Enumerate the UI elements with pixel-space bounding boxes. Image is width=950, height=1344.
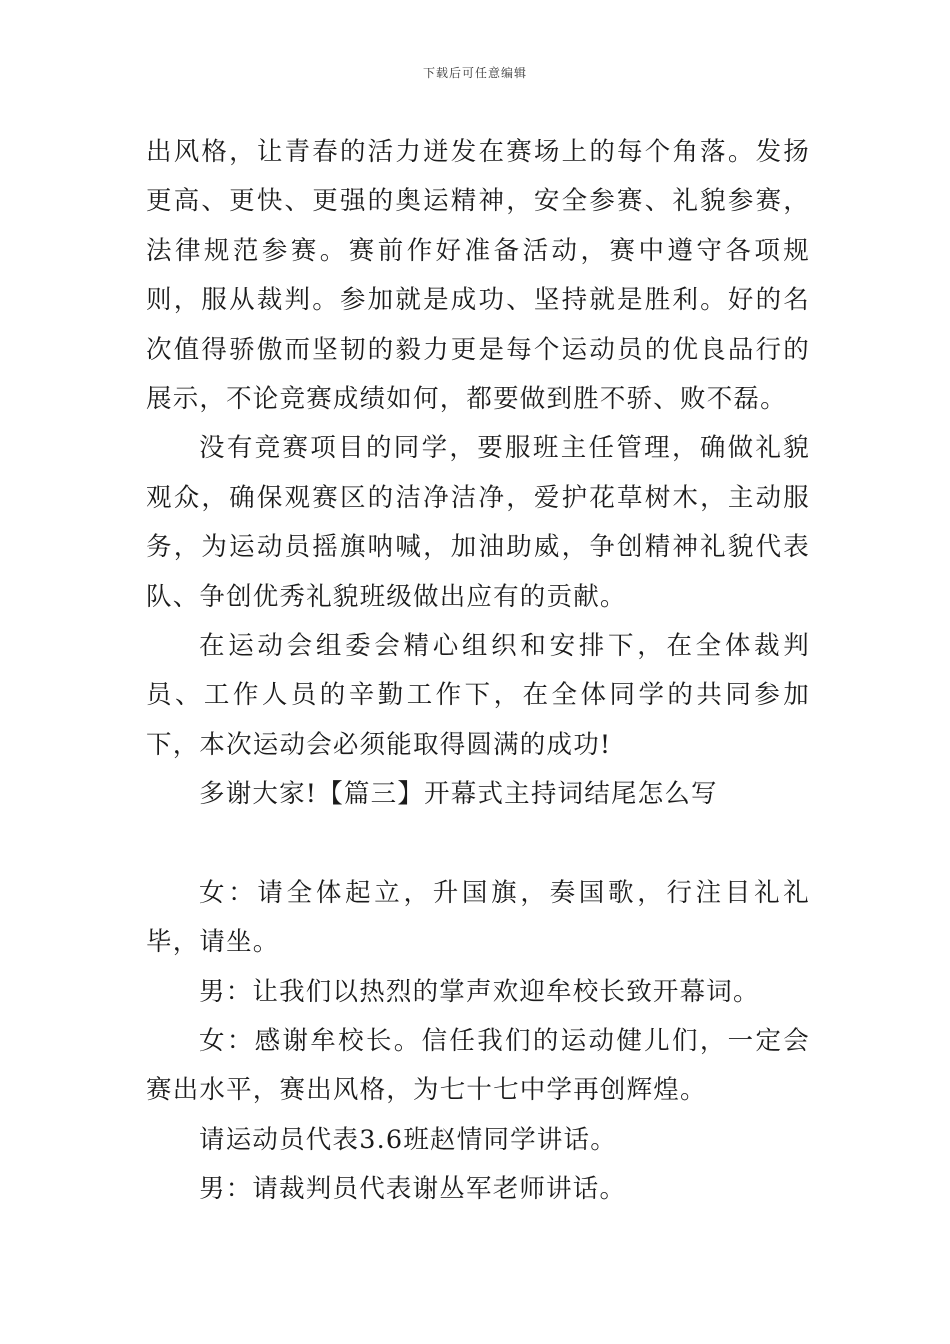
paragraph-4: 多谢大家!【篇三】开幕式主持词结尾怎么写 <box>199 779 718 810</box>
blank-line <box>146 820 810 869</box>
paragraph-9: 男：请裁判员代表谢丛军老师讲话。 <box>199 1174 627 1205</box>
page-header: 下载后可任意编辑 <box>422 66 527 80</box>
paragraph-8: 请运动员代表3.6班赵情同学讲话。 <box>199 1124 617 1155</box>
paragraph-5: 女：请全体起立，升国旗，奏国歌，行注目礼礼毕，请坐。 <box>146 877 810 958</box>
paragraph-7: 女：感谢牟校长。信任我们的运动健儿们，一定会赛出水平，赛出风格，为七十七中学再创辉煌。 <box>146 1025 810 1106</box>
document-body <box>146 128 810 1215</box>
paragraph-2: 没有竞赛项目的同学，要服班主任管理，确做礼貌观众，确保观赛区的洁净洁净，爱护花草树木，主动服务，为运动员摇旗呐喊，加油助威，争创精神礼貌代表队、争创优秀礼貌班级做出应有的贡献。 <box>146 433 810 612</box>
paragraph-3: 在运动会组委会精心组织和安排下，在全体裁判员、工作人员的辛勤工作下，在全体同学的共同参加下，本次运动会必须能取得圆满的成功! <box>146 631 810 760</box>
paragraph-6: 男：让我们以热烈的掌声欢迎牟校长致开幕词。 <box>199 976 760 1007</box>
paragraph-1: 出风格，让青春的活力迸发在赛场上的每个角落。发扬更高、更快、更强的奥运精神，安全参赛、礼貌参赛，法律规范参赛。赛前作好准备活动，赛中遵守各项规则，服从裁判。参加就是成功、坚持就是胜利。好的名次值得骄傲而坚韧的毅力更是每个运动员的优良品行的展示，不论竞赛成绩如何，都要做到胜不骄、败不磊。 <box>146 137 810 415</box>
